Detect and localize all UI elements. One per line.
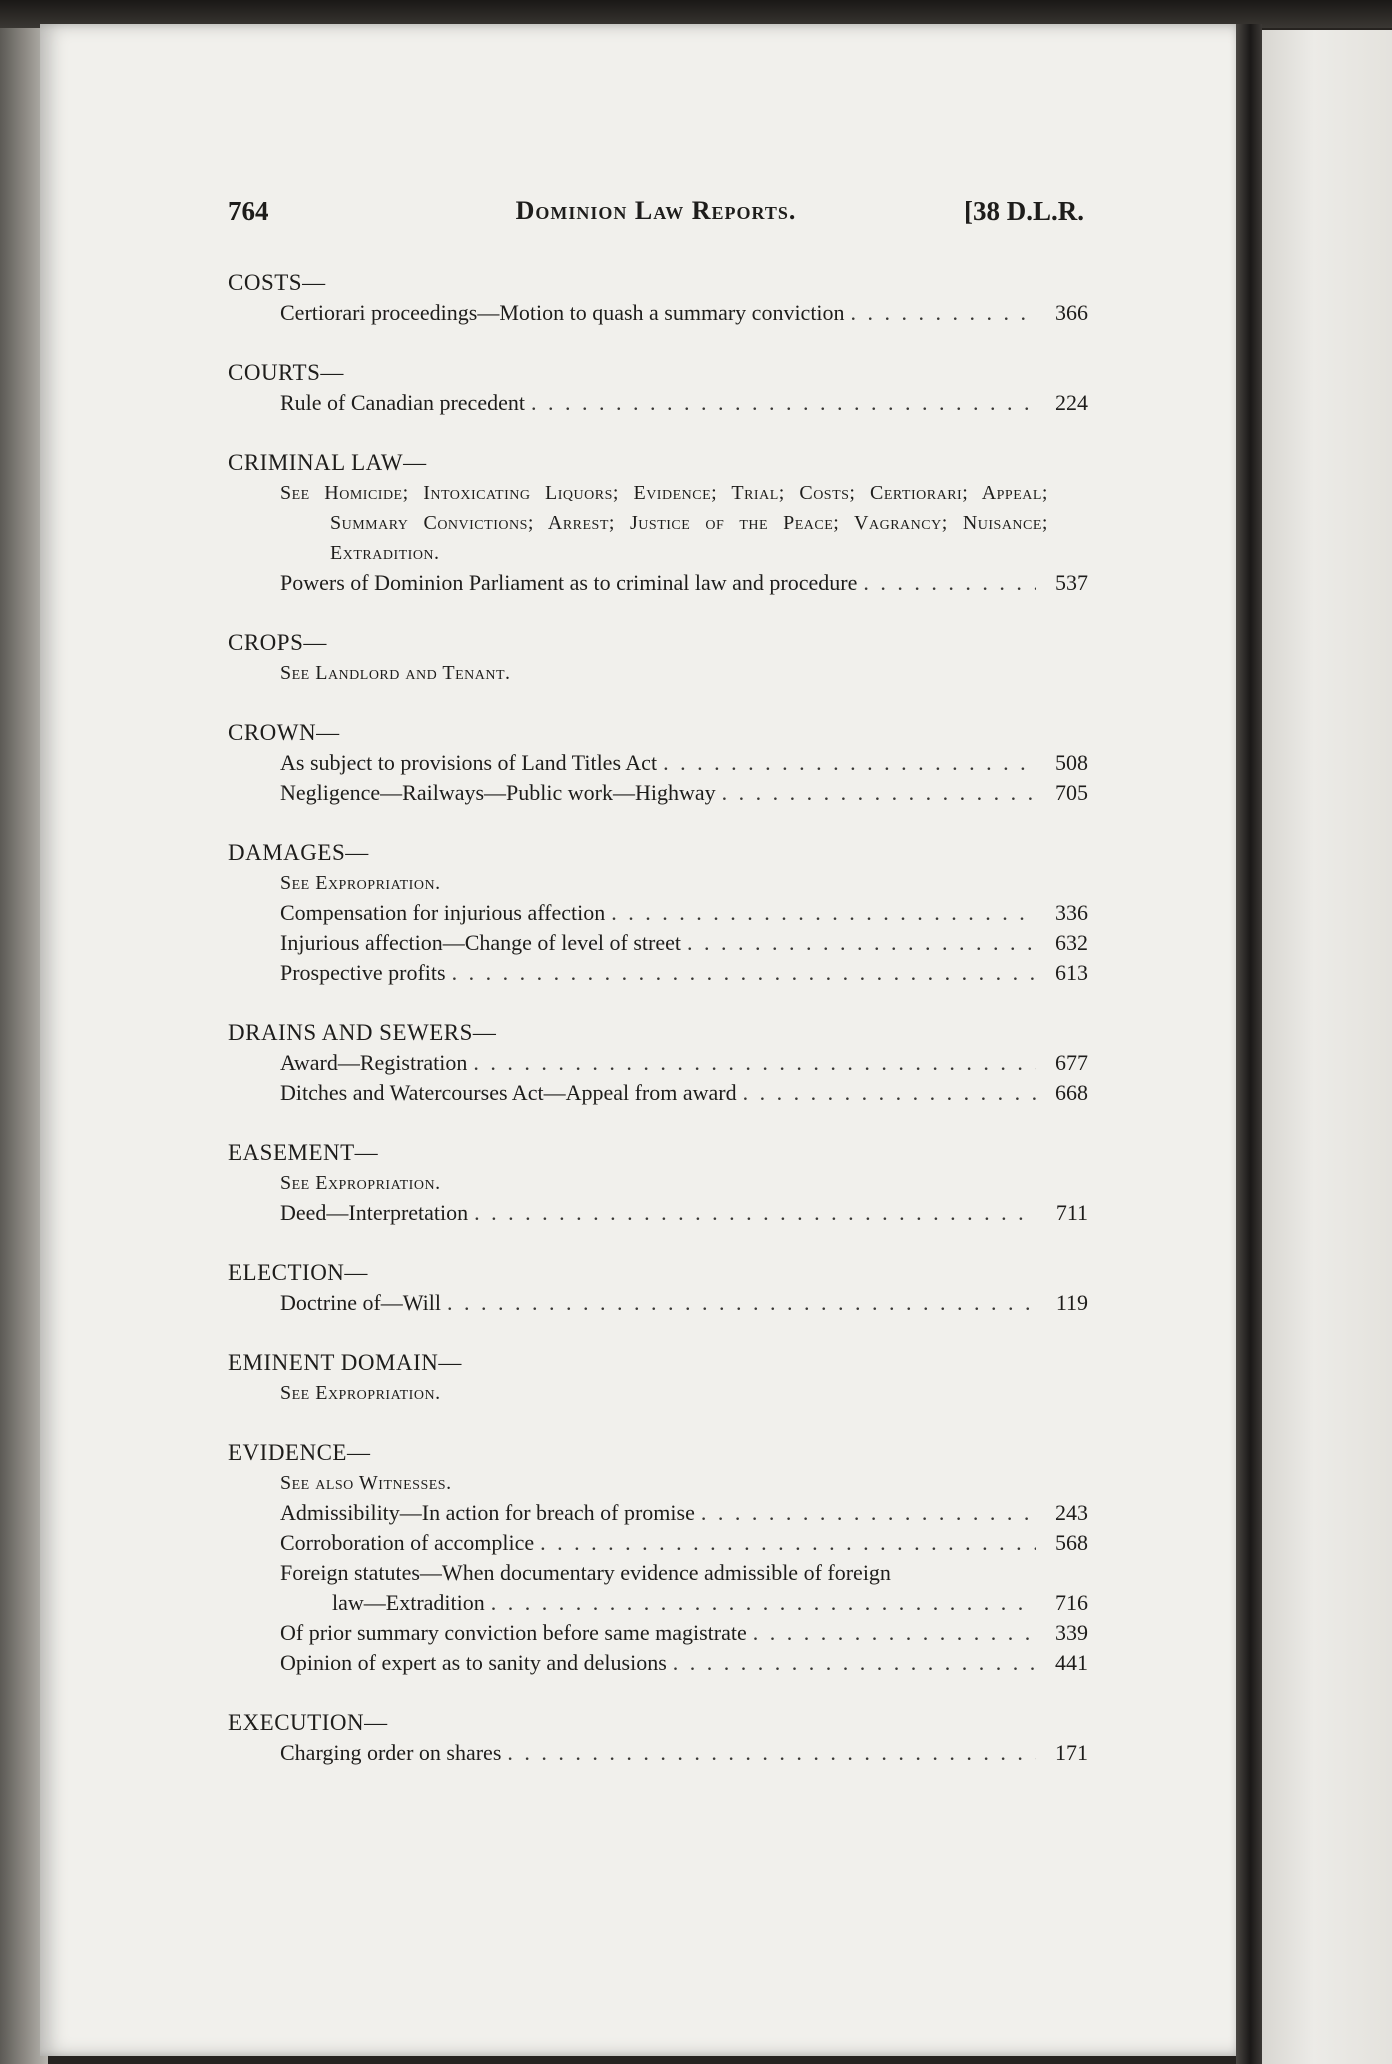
index-entry	[228, 1588, 1088, 1618]
entry-page-number: 366	[1055, 300, 1088, 325]
dot-leader	[452, 958, 1036, 988]
entry-label: Ditches and Watercourses Act—Appeal from award	[280, 1080, 737, 1105]
dot-leader	[474, 1198, 1036, 1228]
entry-label: Admissibility—In action for breach of promise	[280, 1500, 695, 1525]
dot-leader	[743, 1078, 1036, 1108]
index-entry	[228, 1528, 1088, 1558]
entry-page-number: 339	[1055, 1620, 1088, 1645]
volume-reference: [38 D.L.R.	[964, 196, 1084, 226]
index-entry	[228, 298, 1088, 328]
index-entry	[228, 898, 1088, 928]
dot-leader	[753, 1618, 1036, 1648]
entry-page-number: 119	[1055, 1290, 1088, 1315]
entry-page-number: 716	[1055, 1590, 1088, 1615]
section-heading: COSTS—	[228, 270, 326, 295]
entry-page-number: 711	[1055, 1200, 1088, 1225]
cross-reference: See also Witnesses.	[280, 1472, 452, 1494]
entry-label: Compensation for injurious affection	[280, 900, 606, 925]
index-entry	[228, 778, 1088, 808]
section-heading: CROPS—	[228, 630, 327, 655]
entry-page-number: 243	[1055, 1500, 1088, 1525]
index-section	[228, 1258, 1088, 1318]
entry-label: Award—Registration	[280, 1050, 468, 1075]
dot-leader	[611, 898, 1036, 928]
index-entry	[228, 1288, 1088, 1318]
index-entry	[228, 928, 1088, 958]
index-section	[228, 838, 1088, 988]
cross-reference: See Landlord and Tenant.	[280, 662, 511, 684]
entry-label: Foreign statutes—When documentary evidence admissible of foreign	[280, 1560, 891, 1585]
entry-label: Of prior summary conviction before same magistrate	[280, 1620, 747, 1645]
index-entry	[228, 1498, 1088, 1528]
entry-label: Negligence—Railways—Public work—Highway	[280, 780, 716, 805]
book-gutter	[1236, 24, 1262, 2064]
index-entry	[228, 1078, 1088, 1108]
entry-page-number: 224	[1055, 390, 1088, 415]
dot-leader	[447, 1288, 1036, 1318]
entry-page-number: 508	[1055, 750, 1088, 775]
index-section	[228, 1138, 1088, 1228]
section-heading: EMINENT DOMAIN—	[228, 1350, 462, 1375]
entry-page-number: 336	[1055, 900, 1088, 925]
cross-reference: See Expropriation.	[280, 1172, 441, 1194]
entry-label: Deed—Interpretation	[280, 1200, 469, 1225]
cross-reference: See Homicide; Intoxicating Liquors; Evidence; Trial; Costs; Certiorari; Appeal; Summary Convictions; Arrest; Justice of the Peace; Vagrancy; Nuisance; Extradition.	[280, 482, 1048, 564]
index-entry	[228, 1048, 1088, 1078]
index-entry	[228, 1618, 1088, 1648]
dot-leader	[722, 778, 1036, 808]
index-entry	[228, 748, 1088, 778]
dot-leader	[863, 568, 1036, 598]
section-heading: EXECUTION—	[228, 1710, 388, 1735]
section-heading: EVIDENCE—	[228, 1440, 371, 1465]
index-entry	[228, 958, 1088, 988]
entry-label: Rule of Canadian precedent	[280, 390, 525, 415]
cross-reference: See Expropriation.	[280, 1382, 441, 1404]
dot-leader	[851, 298, 1036, 328]
index-entry	[228, 568, 1088, 598]
index-section	[228, 358, 1088, 418]
section-heading: EASEMENT—	[228, 1140, 379, 1165]
index-section	[228, 718, 1088, 808]
running-title: Dominion Law Reports.	[515, 196, 797, 225]
entry-label: Charging order on shares	[280, 1740, 502, 1765]
dot-leader	[540, 1528, 1036, 1558]
entry-label: Injurious affection—Change of level of street	[280, 930, 681, 955]
dot-leader	[473, 1048, 1036, 1078]
index-entry	[228, 388, 1088, 418]
index-section	[228, 1348, 1088, 1408]
entry-page-number: 705	[1055, 780, 1088, 805]
section-heading: CRIMINAL LAW—	[228, 450, 427, 475]
entry-label: As subject to provisions of Land Titles Act	[280, 750, 658, 775]
entry-page-number: 441	[1055, 1650, 1088, 1675]
page-number: 764	[228, 196, 269, 226]
index-section	[228, 628, 1088, 688]
entry-page-number: 613	[1055, 960, 1088, 985]
index-section	[228, 1708, 1088, 1768]
section-heading: CROWN—	[228, 720, 340, 745]
index-section	[228, 1438, 1088, 1678]
dot-leader	[687, 928, 1036, 958]
dot-leader	[673, 1648, 1036, 1678]
dot-leader	[531, 388, 1036, 418]
index-entry	[228, 1198, 1088, 1228]
dot-leader	[701, 1498, 1036, 1528]
dot-leader	[491, 1588, 1036, 1618]
entry-label: Corroboration of accomplice	[280, 1530, 535, 1555]
dot-leader	[507, 1738, 1036, 1768]
entry-page-number: 632	[1055, 930, 1088, 955]
facing-page-edge	[1262, 30, 1392, 2064]
entry-label: Prospective profits	[280, 960, 446, 985]
entry-continuation: law—Extradition	[332, 1590, 485, 1615]
subject-index	[228, 268, 1088, 1798]
running-header	[228, 196, 1084, 236]
index-entry	[228, 1648, 1088, 1678]
entry-page-number: 677	[1055, 1050, 1088, 1075]
entry-label: Certiorari proceedings—Motion to quash a summary conviction	[280, 300, 845, 325]
entry-label: Powers of Dominion Parliament as to criminal law and procedure	[280, 570, 858, 595]
index-entry-line	[228, 1558, 1088, 1588]
cross-reference: See Expropriation.	[280, 872, 441, 894]
section-heading: DAMAGES—	[228, 840, 369, 865]
entry-label: Doctrine of—Will	[280, 1290, 442, 1315]
index-section	[228, 448, 1088, 598]
dot-leader	[663, 748, 1036, 778]
entry-page-number: 537	[1055, 570, 1088, 595]
entry-label: Opinion of expert as to sanity and delusions	[280, 1650, 667, 1675]
section-heading: DRAINS AND SEWERS—	[228, 1020, 497, 1045]
index-section	[228, 1018, 1088, 1108]
entry-page-number: 568	[1055, 1530, 1088, 1555]
entry-page-number: 668	[1055, 1080, 1088, 1105]
section-heading: ELECTION—	[228, 1260, 368, 1285]
index-entry	[228, 1738, 1088, 1768]
index-section	[228, 268, 1088, 328]
entry-page-number: 171	[1055, 1740, 1088, 1765]
section-heading: COURTS—	[228, 360, 344, 385]
